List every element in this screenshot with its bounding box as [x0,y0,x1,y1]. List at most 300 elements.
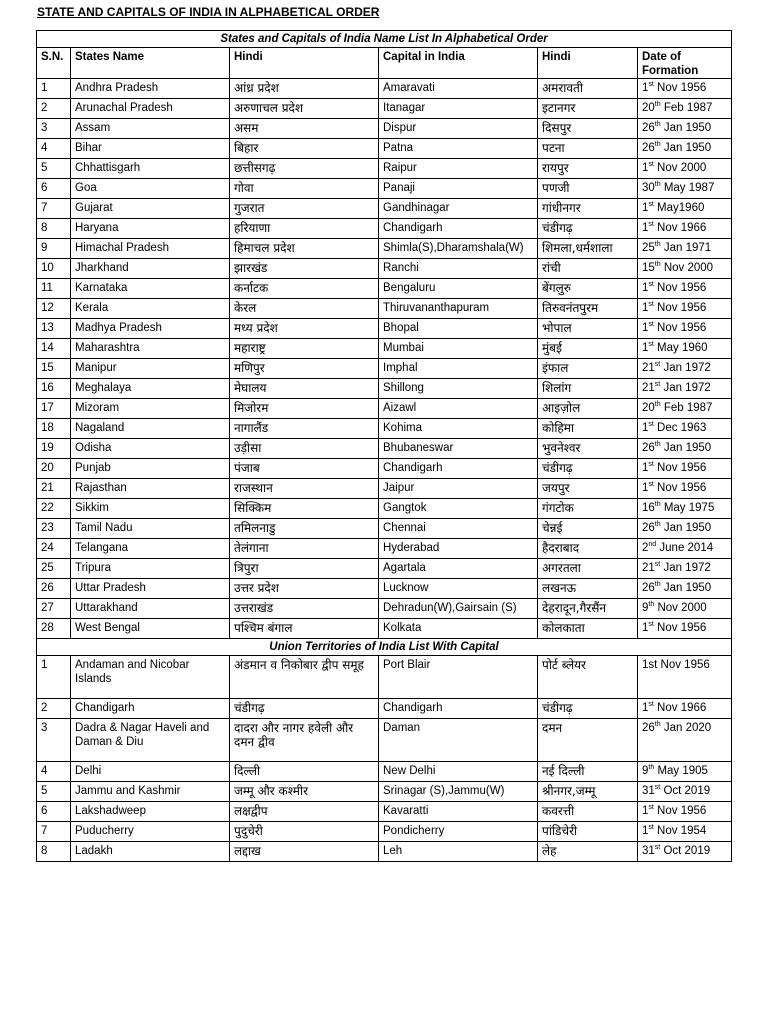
date-of-formation-cell [638,219,732,239]
capital-cell: Agartala [379,559,538,579]
state-row [37,379,732,399]
name-cell: Gujarat [71,199,230,219]
name-hindi-cell: मेघालय [230,379,379,399]
date-of-formation-cell [638,399,732,419]
date-of-formation-cell [638,299,732,319]
name-hindi-cell: तमिलनाडु [230,519,379,539]
ut-section-title: Union Territories of India List With Capital [37,639,732,656]
capital-cell: Srinagar (S),Jammu(W) [379,782,538,802]
capital-hindi-cell: कवरत्ती [538,802,638,822]
date-day: 26 [642,122,655,134]
date-of-formation-cell [638,259,732,279]
capital-hindi-cell: जयपुर [538,479,638,499]
date-month-year: Jan 1950 [660,142,712,154]
state-row [37,179,732,199]
name-hindi-cell: हरियाणा [230,219,379,239]
date-month-year: Nov 1966 [653,702,707,714]
name-cell: Maharashtra [71,339,230,359]
date-month-year: June 2014 [656,542,714,554]
serial-number-cell: 28 [37,619,71,639]
date-day: 21 [642,562,655,574]
serial-number-cell: 17 [37,399,71,419]
date-month-year: Nov 1966 [653,222,707,234]
name-cell: Haryana [71,219,230,239]
date-month-year: Nov 1956 [653,82,707,94]
serial-number-cell: 15 [37,359,71,379]
header-date-of-formation: Date of Formation [638,48,732,79]
name-cell: Delhi [71,762,230,782]
date-day: 1 [642,422,649,434]
date-of-formation-cell [638,319,732,339]
name-cell: Telangana [71,539,230,559]
date-day: 26 [642,582,655,594]
name-hindi-cell: आंध्र प्रदेश [230,79,379,99]
capital-hindi-cell: बेंगलुरु [538,279,638,299]
date-month-year: Nov 1956 [653,622,707,634]
name-cell: Goa [71,179,230,199]
date-ordinal-suffix: th [654,721,661,729]
date-day: 1 [642,825,649,837]
serial-number-cell: 8 [37,219,71,239]
date-day: 1 [642,322,649,334]
capital-hindi-cell: दमन [538,719,638,762]
date-month-year: May 1905 [654,765,708,777]
name-cell: Odisha [71,439,230,459]
date-of-formation-cell [638,279,732,299]
capital-hindi-cell: कोहिमा [538,419,638,439]
state-row [37,79,732,99]
date-ordinal-suffix: th [654,581,661,589]
date-ordinal-suffix: st [648,421,654,429]
date-ordinal-suffix: st [648,81,654,89]
state-row [37,439,732,459]
state-row [37,299,732,319]
capital-hindi-cell: अमरावती [538,79,638,99]
state-row [37,259,732,279]
date-ordinal-suffix: st [648,201,654,209]
capital-hindi-cell: पोर्ट ब्लेयर [538,656,638,699]
date-day: 26 [642,522,655,534]
date-of-formation-cell [638,579,732,599]
date-month-year: May 1975 [660,502,715,514]
date-month-year: Jan 1972 [660,562,711,574]
ut-row [37,822,732,842]
date-day: 25 [642,242,655,254]
capital-cell: Chennai [379,519,538,539]
ut-row [37,719,732,762]
name-hindi-cell: कर्नाटक [230,279,379,299]
date-ordinal-suffix: th [654,121,661,129]
capital-cell: Ranchi [379,259,538,279]
capital-cell: Leh [379,842,538,862]
capital-cell: New Delhi [379,762,538,782]
date-month-year: Jan 1971 [660,242,712,254]
date-of-formation-cell [638,419,732,439]
date-of-formation-cell [638,699,732,719]
date-month-year: Nov 1956 [653,302,707,314]
name-cell: Jharkhand [71,259,230,279]
serial-number-cell: 23 [37,519,71,539]
state-row [37,339,732,359]
capital-cell: Gangtok [379,499,538,519]
ut-row [37,842,732,862]
date-ordinal-suffix: th [654,401,661,409]
date-of-formation-cell [638,119,732,139]
date-month-year: Oct 2019 [660,785,711,797]
date-of-formation-cell [638,479,732,499]
date-ordinal-suffix: th [654,141,661,149]
date-month-year: Nov 2000 [653,162,707,174]
date-ordinal-suffix: th [648,601,655,609]
serial-number-cell: 4 [37,762,71,782]
capital-hindi-cell: आइज़ोल [538,399,638,419]
capital-hindi-cell: इटानगर [538,99,638,119]
date-ordinal-suffix: th [654,261,661,269]
name-cell: Nagaland [71,419,230,439]
capital-hindi-cell: दिसपुर [538,119,638,139]
serial-number-cell: 22 [37,499,71,519]
name-hindi-cell: पंजाब [230,459,379,479]
date-ordinal-suffix: st [648,461,654,469]
date-day: 9 [642,765,649,777]
name-hindi-cell: उत्तराखंड [230,599,379,619]
serial-number-cell: 9 [37,239,71,259]
date-of-formation-cell [638,499,732,519]
date-ordinal-suffix: st [648,621,654,629]
date-of-formation-cell [638,559,732,579]
date-month-year: Nov 2000 [654,602,707,614]
date-day: 1 [642,162,649,174]
serial-number-cell: 6 [37,802,71,822]
capital-cell: Mumbai [379,339,538,359]
name-cell: Himachal Pradesh [71,239,230,259]
date-ordinal-suffix: th [654,101,661,109]
header-state-name: States Name [71,48,230,79]
date-month-year: Jan 1972 [660,382,711,394]
name-cell: Kerala [71,299,230,319]
date-ordinal-suffix: st [648,701,654,709]
capital-hindi-cell: तिरुवनंतपुरम [538,299,638,319]
capital-cell: Lucknow [379,579,538,599]
capital-cell: Dehradun(W),Gairsain (S) [379,599,538,619]
state-row [37,279,732,299]
state-row [37,559,732,579]
capital-cell: Amaravati [379,79,538,99]
name-hindi-cell: पुदुचेरी [230,822,379,842]
name-cell: Sikkim [71,499,230,519]
serial-number-cell: 8 [37,842,71,862]
header-row [37,48,732,79]
date-month-year: Jan 1950 [660,522,712,534]
ut-row [37,782,732,802]
capital-cell: Chandigarh [379,459,538,479]
capital-hindi-cell: कोलकाता [538,619,638,639]
name-hindi-cell: तेलंगाना [230,539,379,559]
date-of-formation-cell [638,619,732,639]
date-ordinal-suffix: th [648,764,655,772]
serial-number-cell: 26 [37,579,71,599]
capital-hindi-cell: चंडीगढ़ [538,459,638,479]
capital-hindi-cell: गांधीनगर [538,199,638,219]
date-month-year: May 1960 [653,342,708,354]
name-hindi-cell: लद्दाख [230,842,379,862]
date-ordinal-suffix: st [648,341,654,349]
header-sn: S.N. [37,48,71,79]
date-month-year: Nov 1956 [653,805,707,817]
date-ordinal-suffix: th [654,241,661,249]
capital-cell: Kolkata [379,619,538,639]
name-hindi-cell: केरल [230,299,379,319]
capital-cell: Bengaluru [379,279,538,299]
state-row [37,359,732,379]
name-hindi-cell: झारखंड [230,259,379,279]
name-hindi-cell: असम [230,119,379,139]
date-of-formation-cell [638,519,732,539]
state-row [37,199,732,219]
name-hindi-cell: बिहार [230,139,379,159]
date-ordinal-suffix: th [654,521,661,529]
date-month-year: Jan 2020 [660,722,712,734]
date-month-year: Nov 1956 [653,282,707,294]
capital-hindi-cell: लखनऊ [538,579,638,599]
capital-hindi-cell: नई दिल्ली [538,762,638,782]
capital-hindi-cell: रायपुर [538,159,638,179]
header-capital-hindi: Hindi [538,48,638,79]
state-row [37,159,732,179]
date-of-formation-cell [638,379,732,399]
serial-number-cell: 1 [37,79,71,99]
name-cell: Jammu and Kashmir [71,782,230,802]
capital-hindi-cell: भुवनेश्वर [538,439,638,459]
states-capitals-table [36,30,732,862]
serial-number-cell: 24 [37,539,71,559]
capital-cell: Shillong [379,379,538,399]
capital-cell: Gandhinagar [379,199,538,219]
date-ordinal-suffix: st [654,844,661,852]
serial-number-cell: 27 [37,599,71,619]
ut-row [37,802,732,822]
date-month-year: Oct 2019 [660,845,711,857]
serial-number-cell: 18 [37,419,71,439]
date-of-formation-cell [638,139,732,159]
date-of-formation-cell [638,79,732,99]
capital-cell: Patna [379,139,538,159]
date-of-formation-cell [638,359,732,379]
date-ordinal-suffix: st [648,804,654,812]
serial-number-cell: 2 [37,99,71,119]
capital-cell: Panaji [379,179,538,199]
name-cell: Uttar Pradesh [71,579,230,599]
name-cell: Meghalaya [71,379,230,399]
date-day: 21 [642,362,655,374]
name-hindi-cell: हिमाचल प्रदेश [230,239,379,259]
date-ordinal-suffix: st [648,221,654,229]
serial-number-cell: 7 [37,199,71,219]
serial-number-cell: 25 [37,559,71,579]
document-title: STATE AND CAPITALS OF INDIA IN ALPHABETICAL ORDER [37,5,380,19]
state-row [37,479,732,499]
capital-cell: Dispur [379,119,538,139]
date-ordinal-suffix: st [654,361,661,369]
name-hindi-cell: उत्तर प्रदेश [230,579,379,599]
capital-hindi-cell: इंफाल [538,359,638,379]
capital-hindi-cell: शिमला,धर्मशाला [538,239,638,259]
states-section-title: States and Capitals of India Name List In Alphabetical Order [37,31,732,48]
date-day: 20 [642,102,655,114]
date-of-formation-cell [638,459,732,479]
capital-cell: Port Blair [379,656,538,699]
date-ordinal-suffix: st [654,561,661,569]
name-hindi-cell: त्रिपुरा [230,559,379,579]
date-ordinal-suffix: st [648,824,654,832]
name-hindi-cell: मध्य प्रदेश [230,319,379,339]
capital-cell: Jaipur [379,479,538,499]
date-month-year: May1960 [653,202,705,214]
serial-number-cell: 4 [37,139,71,159]
header-hindi: Hindi [230,48,379,79]
capital-cell: Itanagar [379,99,538,119]
date-of-formation-cell [638,179,732,199]
name-cell: Madhya Pradesh [71,319,230,339]
name-cell: Bihar [71,139,230,159]
serial-number-cell: 5 [37,159,71,179]
capital-cell: Daman [379,719,538,762]
serial-number-cell: 3 [37,119,71,139]
name-cell: Dadra & Nagar Haveli and Daman & Diu [71,719,230,762]
name-cell: Assam [71,119,230,139]
capital-cell: Imphal [379,359,538,379]
date-day: 1 [642,302,649,314]
name-hindi-cell: पश्चिम बंगाल [230,619,379,639]
name-cell: West Bengal [71,619,230,639]
date-day: 1 [642,482,649,494]
state-row [37,619,732,639]
capital-hindi-cell: श्रीनगर,जम्मू [538,782,638,802]
name-hindi-cell: मणिपुर [230,359,379,379]
date-day: 1 [642,702,649,714]
serial-number-cell: 19 [37,439,71,459]
date-ordinal-suffix: st [654,784,661,792]
date-day: 1 [642,202,649,214]
capital-hindi-cell: रांची [538,259,638,279]
serial-number-cell: 6 [37,179,71,199]
capital-cell: Chandigarh [379,219,538,239]
name-cell: Puducherry [71,822,230,842]
capital-cell: Kavaratti [379,802,538,822]
name-cell: Uttarakhand [71,599,230,619]
name-hindi-cell: उड़ीसा [230,439,379,459]
date-day: 20 [642,402,655,414]
date-ordinal-suffix: st [648,281,654,289]
state-row [37,599,732,619]
date-of-formation-cell [638,782,732,802]
date-day: 26 [642,142,655,154]
date-month-year: Nov 1956 [653,462,707,474]
date-day: 1 [642,282,649,294]
capital-cell: Bhopal [379,319,538,339]
capital-cell: Thiruvananthapuram [379,299,538,319]
serial-number-cell: 10 [37,259,71,279]
name-cell: Manipur [71,359,230,379]
date-of-formation-cell [638,199,732,219]
date-month-year: Nov 1956 [653,322,707,334]
date-day: 21 [642,382,655,394]
serial-number-cell: 2 [37,699,71,719]
capital-cell: Pondicherry [379,822,538,842]
date-month-year: Jan 1950 [660,442,712,454]
ut-row [37,656,732,699]
state-row [37,539,732,559]
name-hindi-cell: मिजोरम [230,399,379,419]
name-hindi-cell: लक्षद्वीप [230,802,379,822]
date-ordinal-suffix: st [648,301,654,309]
date-month-year: Feb 1987 [660,402,713,414]
name-hindi-cell: छत्तीसगढ़ [230,159,379,179]
date-month-year: Jan 1972 [660,362,711,374]
date-ordinal-suffix: th [654,441,661,449]
name-cell: Tripura [71,559,230,579]
capital-hindi-cell: गंगटोक [538,499,638,519]
name-cell: Andaman and Nicobar Islands [71,656,230,699]
date-day: 1 [642,462,649,474]
name-cell: Arunachal Pradesh [71,99,230,119]
capital-cell: Bhubaneswar [379,439,538,459]
date-day: 26 [642,722,655,734]
serial-number-cell: 1 [37,656,71,699]
date-ordinal-suffix: st [654,381,661,389]
name-hindi-cell: सिक्किम [230,499,379,519]
serial-number-cell: 12 [37,299,71,319]
date-day: 1 [642,342,649,354]
capital-hindi-cell: चंडीगढ़ [538,219,638,239]
date-month-year: Nov 1954 [653,825,707,837]
date-day: 31 [642,785,655,797]
capital-hindi-cell: शिलांग [538,379,638,399]
date-day: 16 [642,502,655,514]
capital-cell: Shimla(S),Dharamshala(W) [379,239,538,259]
name-cell: Rajasthan [71,479,230,499]
date-day: 9 [642,602,649,614]
date-of-formation-cell [638,656,732,699]
name-hindi-cell: चंडीगढ़ [230,699,379,719]
name-cell: Chhattisgarh [71,159,230,179]
name-hindi-cell: राजस्थान [230,479,379,499]
date-of-formation-cell [638,539,732,559]
name-cell: Karnataka [71,279,230,299]
capital-hindi-cell: भोपाल [538,319,638,339]
state-row [37,319,732,339]
state-row [37,139,732,159]
state-row [37,519,732,539]
name-hindi-cell: दिल्ली [230,762,379,782]
serial-number-cell: 16 [37,379,71,399]
serial-number-cell: 11 [37,279,71,299]
capital-cell: Raipur [379,159,538,179]
date-of-formation-cell [638,159,732,179]
date-month-year: Dec 1963 [653,422,707,434]
date-of-formation-cell [638,842,732,862]
name-cell: Punjab [71,459,230,479]
date-of-formation-cell [638,719,732,762]
capital-hindi-cell: पणजी [538,179,638,199]
date-day: 31 [642,845,655,857]
name-hindi-cell: अंडमान व निकोबार द्वीप समूह [230,656,379,699]
name-cell: Andhra Pradesh [71,79,230,99]
capital-hindi-cell: मुंबई [538,339,638,359]
date-of-formation-cell [638,239,732,259]
name-hindi-cell: जम्मू और कश्मीर [230,782,379,802]
date-day: 30 [642,182,655,194]
